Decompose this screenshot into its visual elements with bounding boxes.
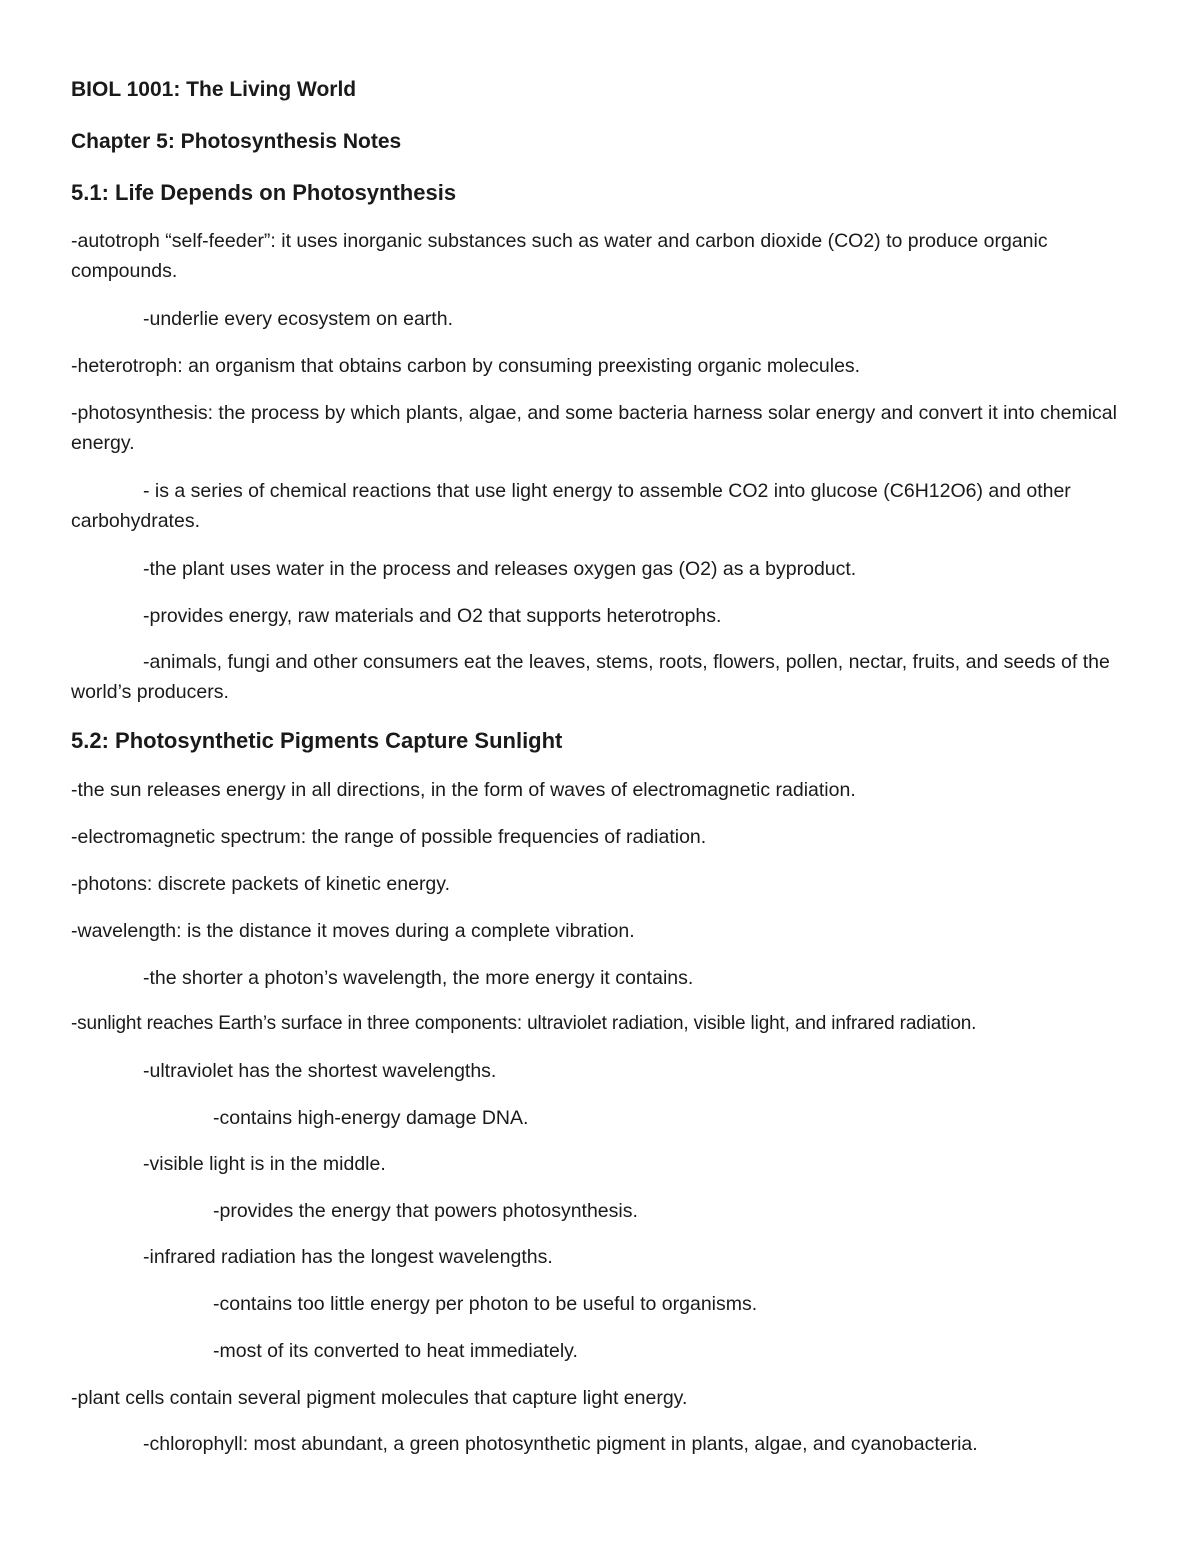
note-line: -the plant uses water in the process and releases oxygen gas (O2) as a byproduct. bbox=[143, 558, 857, 580]
note-line: - is a series of chemical reactions that use light energy to assemble CO2 into glucose (C6H12O6) and other carbohydrates. bbox=[71, 480, 1071, 532]
note-line: -heterotroph: an organism that obtains carbon by consuming preexisting organic molecules. bbox=[71, 355, 861, 377]
note-line: -the shorter a photon’s wavelength, the more energy it contains. bbox=[143, 967, 694, 989]
note-line: -wavelength: is the distance it moves during a complete vibration. bbox=[71, 920, 635, 942]
note-line: -ultraviolet has the shortest wavelengths. bbox=[143, 1060, 497, 1082]
chapter-title: Chapter 5: Photosynthesis Notes bbox=[71, 130, 402, 153]
course-title: BIOL 1001: The Living World bbox=[71, 78, 357, 101]
note-line: -electromagnetic spectrum: the range of possible frequencies of radiation. bbox=[71, 826, 707, 848]
note-line: -provides the energy that powers photosynthesis. bbox=[213, 1200, 638, 1222]
note-line: -contains high-energy damage DNA. bbox=[213, 1107, 529, 1129]
note-line: -infrared radiation has the longest wavelengths. bbox=[143, 1246, 553, 1268]
section-heading-5-1: 5.1: Life Depends on Photosynthesis bbox=[71, 180, 457, 205]
note-line: -sunlight reaches Earth’s surface in three components: ultraviolet radiation, visible light, and infrared radiation. bbox=[71, 1013, 977, 1034]
note-line: -chlorophyll: most abundant, a green photosynthetic pigment in plants, algae, and cyanobacteria. bbox=[143, 1433, 978, 1455]
section-heading-5-2: 5.2: Photosynthetic Pigments Capture Sunlight bbox=[71, 728, 563, 753]
note-line: -the sun releases energy in all directions, in the form of waves of electromagnetic radiation. bbox=[71, 779, 856, 801]
note-line: -animals, fungi and other consumers eat the leaves, stems, roots, flowers, pollen, nectar, fruits, and seeds of the world’s producers. bbox=[71, 651, 1110, 703]
note-line: -photosynthesis: the process by which plants, algae, and some bacteria harness solar energy and convert it into chemical energy. bbox=[71, 402, 1117, 454]
note-line: -visible light is in the middle. bbox=[143, 1153, 386, 1175]
note-line: -provides energy, raw materials and O2 that supports heterotrophs. bbox=[143, 605, 722, 627]
note-line: -most of its converted to heat immediately. bbox=[213, 1340, 578, 1362]
note-line: -underlie every ecosystem on earth. bbox=[143, 308, 453, 330]
note-line: -photons: discrete packets of kinetic energy. bbox=[71, 873, 451, 895]
note-line: -plant cells contain several pigment molecules that capture light energy. bbox=[71, 1387, 688, 1409]
note-line: -autotroph “self-feeder”: it uses inorganic substances such as water and carbon dioxide (CO2) to produce organic compounds. bbox=[71, 230, 1048, 282]
note-line: -contains too little energy per photon to be useful to organisms. bbox=[213, 1293, 758, 1315]
